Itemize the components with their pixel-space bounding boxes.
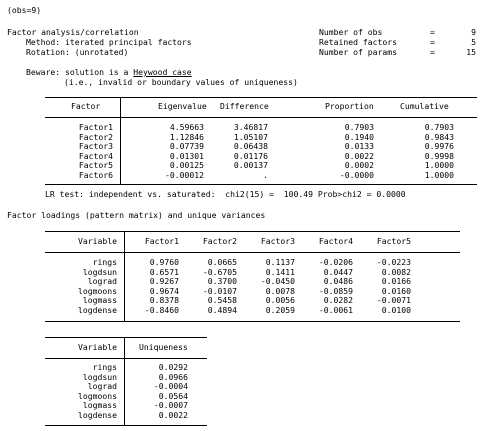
eigen-cell-factor: Factor4 [78,150,113,161]
loadings-value: 0.6571 [149,266,179,277]
loadings-value: 0.0056 [265,295,295,306]
loadings-table-divider [124,231,125,321]
eigen-cell-factor: Factor2 [78,131,113,142]
eigen-cell-cumulative: 0.9998 [424,150,454,161]
stat-label-factors: Retained factors [319,37,397,47]
uniq-table-bottom-rule [45,425,207,426]
uniq-value: 0.0022 [158,410,188,420]
eigen-cell-difference: 3.46817 [233,122,268,132]
eigen-header-eigenvalue: Eigenvalue [158,101,207,111]
uniq-value: 0.0564 [158,390,188,401]
loadings-value: -0.0859 [318,285,353,296]
loadings-value: 0.0160 [381,285,411,296]
beware-note: (i.e., invalid or boundary values of uniqueness) [64,77,298,87]
eigen-header-difference: Difference [220,101,269,111]
eigen-cell-proportion: 0.0002 [344,160,374,170]
eigen-cell-proportion: 0.0022 [344,150,374,161]
uniq-variable-name: logmoons [78,390,117,401]
loadings-variable-name: logdense [78,305,117,315]
analysis-title: Factor analysis/correlation [7,27,139,37]
uniq-table-mid-rule [45,358,207,359]
eigen-header-proportion: Proportion [325,101,374,111]
loadings-value: -0.0206 [318,257,353,267]
loadings-value: 0.8378 [149,295,179,306]
eigen-table-bottom-rule [45,184,477,185]
loadings-value: -0.0450 [260,276,295,287]
eigen-cell-difference: 0.06438 [233,141,268,151]
loadings-table-mid-rule [45,252,460,253]
uniq-header-uniqueness: Uniqueness [139,342,188,352]
eigen-table-top-rule [45,97,477,98]
loadings-value: 0.2059 [265,305,295,315]
eigen-cell-factor: Factor1 [78,122,113,132]
uniq-header-variable: Variable [78,342,117,352]
loadings-value: 0.0486 [323,276,353,287]
eigen-cell-difference: 0.00137 [233,160,268,170]
uniq-variable-name: logdsun [82,371,117,382]
eigen-table-mid-rule [45,117,477,118]
uniq-table-divider [124,337,125,425]
loadings-value: -0.8460 [144,305,179,315]
stat-label-params: Number of params [319,47,397,57]
eigen-cell-cumulative: 1.0000 [424,169,454,180]
loadings-table-top-rule [45,231,460,232]
eigen-cell-eigenvalue: 4.59663 [169,122,204,132]
loadings-value: 0.0665 [207,257,237,267]
eigen-cell-eigenvalue: -0.00012 [165,169,204,180]
loadings-header-factor3: Factor3 [260,236,295,246]
eigen-cell-cumulative: 0.7903 [424,122,454,132]
loadings-value: 0.9674 [149,285,179,296]
eigen-cell-factor: Factor3 [78,141,113,151]
eigen-cell-eigenvalue: 0.00125 [169,160,204,170]
stat-eq-factors: = [430,37,435,47]
eigen-cell-cumulative: 1.0000 [424,160,454,170]
stat-value-obs: 9 [471,27,476,37]
loadings-value: 0.0078 [265,285,295,296]
beware-line [26,67,192,77]
loadings-header-factor2: Factor2 [202,236,237,246]
eigen-cell-eigenvalue: 1.12846 [169,131,204,142]
loadings-value: 0.9760 [149,257,179,267]
uniq-value: 0.0966 [158,371,188,382]
eigen-cell-proportion: -0.0000 [339,169,374,180]
eigen-header-factor: Factor [71,101,101,111]
eigen-cell-proportion: 0.0133 [344,141,374,151]
loadings-variable-name: logmass [82,295,117,306]
loadings-value: 0.0100 [381,305,411,315]
loadings-value: 0.1411 [265,266,295,277]
uniq-value: -0.0007 [153,400,188,411]
loadings-value: 0.0082 [381,266,411,277]
loadings-value: -0.0107 [202,285,237,296]
uniq-variable-name: lograd [87,381,117,392]
stat-label-obs: Number of obs [319,27,383,37]
method-line: Method: iterated principal factors [26,37,192,47]
loadings-title: Factor loadings (pattern matrix) and unique variances [7,210,266,220]
loadings-value: 0.5458 [207,295,237,306]
stat-eq-obs: = [430,27,435,37]
loadings-header-factor5: Factor5 [376,236,411,246]
uniq-table-top-rule [45,337,207,338]
loadings-table-bottom-rule [45,321,460,322]
uniq-value: -0.0004 [153,381,188,392]
loadings-value: 0.1137 [265,257,295,267]
eigen-cell-proportion: 0.7903 [344,122,374,132]
loadings-value: 0.4894 [207,305,237,315]
stat-eq-params: = [430,47,435,57]
loadings-header-factor4: Factor4 [318,236,353,246]
beware-prefix: Beware: solution is a [26,67,134,77]
uniq-variable-name: logdense [78,410,117,420]
eigen-cell-eigenvalue: 0.01301 [169,150,204,161]
stat-value-params: 15 [466,47,476,57]
eigen-cell-difference: 0.01176 [233,150,268,161]
loadings-header-factor1: Factor1 [144,236,179,246]
stat-value-factors: 5 [471,37,476,47]
eigen-table-divider [120,97,121,184]
loadings-value: 0.0282 [323,295,353,306]
rotation-line: Rotation: (unrotated) [26,47,129,57]
lr-test-line: LR test: independent vs. saturated: chi2(15) = 100.49 Prob>chi2 = 0.0000 [45,189,406,199]
obs-line: (obs=9) [7,5,42,15]
eigen-cell-difference: 1.05107 [233,131,268,142]
uniq-variable-name: logmass [82,400,117,411]
eigen-header-cumulative: Cumulative [400,101,449,111]
loadings-value: 0.3700 [207,276,237,287]
loadings-value: -0.6705 [202,266,237,277]
loadings-value: -0.0061 [318,305,353,315]
loadings-value: 0.9267 [149,276,179,287]
loadings-variable-name: lograd [87,276,117,287]
eigen-cell-proportion: 0.1940 [344,131,374,142]
uniq-value: 0.0292 [158,362,188,372]
uniq-variable-name: rings [92,362,117,372]
loadings-variable-name: rings [92,257,117,267]
eigen-cell-factor: Factor6 [78,169,113,180]
eigen-cell-cumulative: 0.9843 [424,131,454,142]
eigen-cell-cumulative: 0.9976 [424,141,454,151]
eigen-cell-eigenvalue: 0.07739 [169,141,204,151]
eigen-cell-factor: Factor5 [78,160,113,170]
loadings-variable-name: logdsun [82,266,117,277]
loadings-header-variable: Variable [78,236,117,246]
loadings-variable-name: logmoons [78,285,117,296]
loadings-value: -0.0071 [376,295,411,306]
loadings-value: 0.0166 [381,276,411,287]
eigen-cell-difference: . [263,169,268,180]
loadings-value: 0.0447 [323,266,353,277]
loadings-value: -0.0223 [376,257,411,267]
heywood-case-link[interactable]: Heywood case [133,67,192,77]
